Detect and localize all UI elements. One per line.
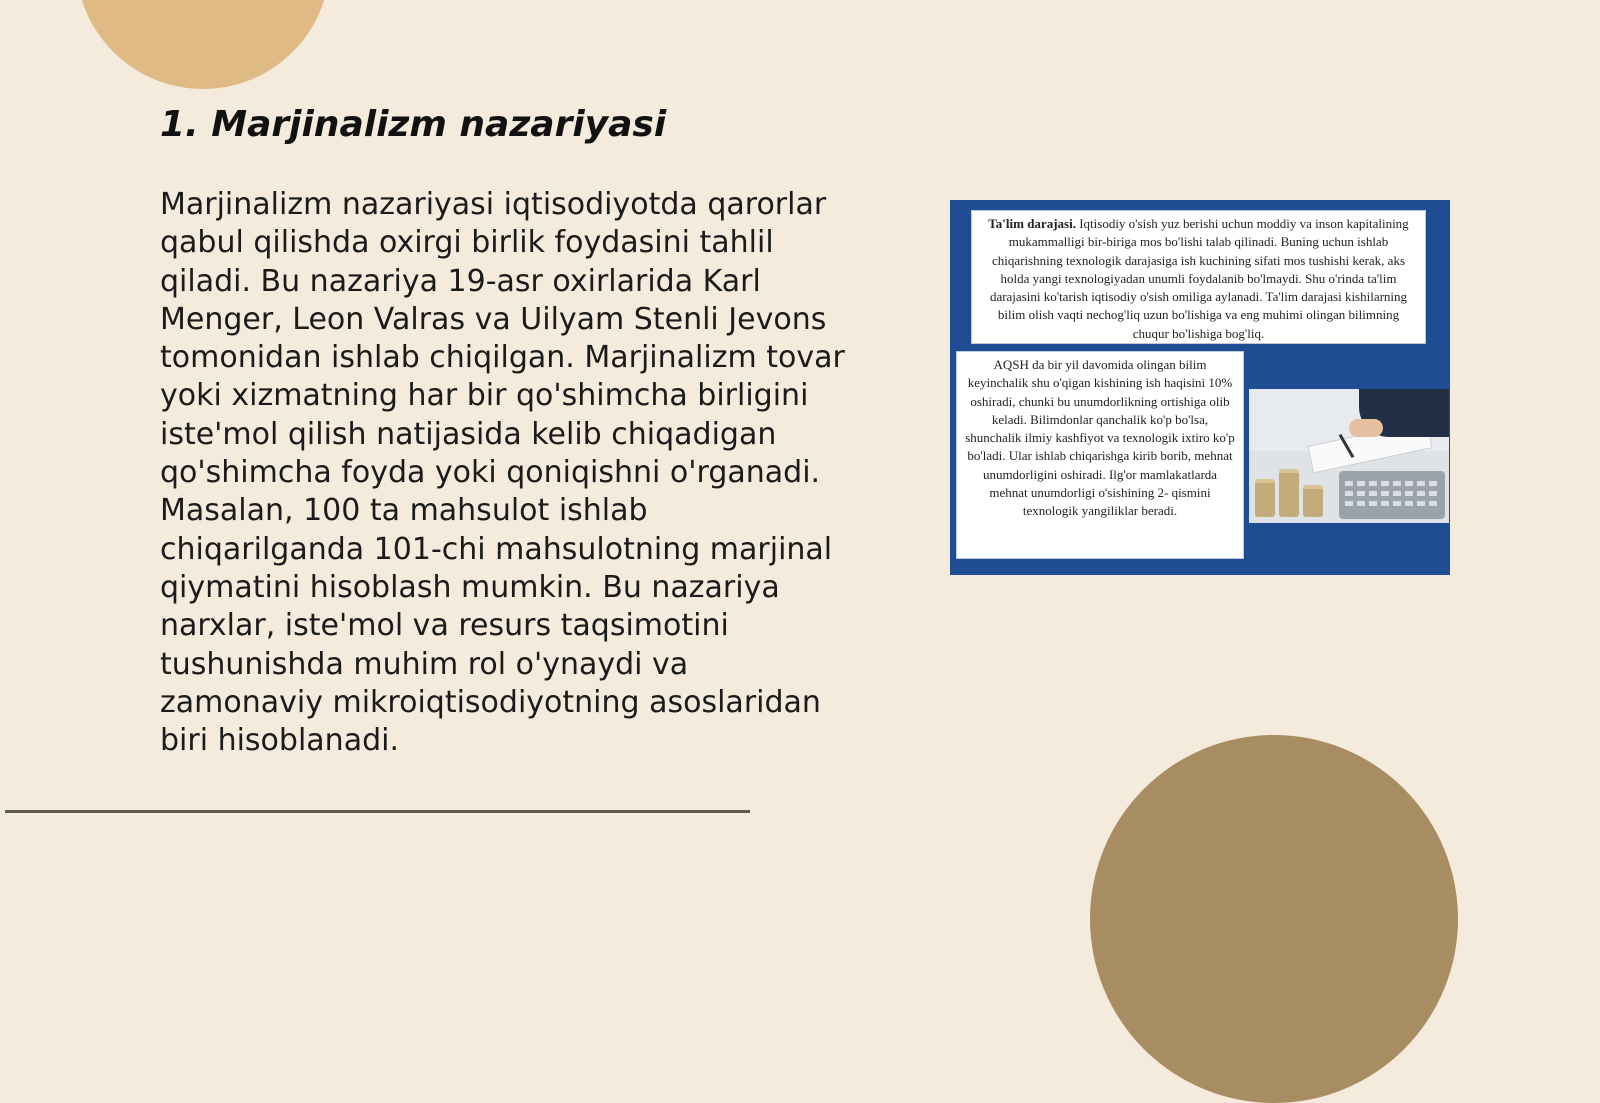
excerpt-text-box-bottom <box>956 351 1244 559</box>
excerpt-text-box-top <box>971 210 1426 344</box>
slide-body-text: Marjinalizm nazariyasi iqtisodiyotda qarorlar qabul qilishda oxirgi birlik foydasini tahlil qiladi. Bu nazariya 19-asr oxirlarida Karl Menger, Leon Valras va Uilyam Stenli Jevons tomonidan ishlab chiqilgan. Marjinalizm tovar yoki xizmatning har bir qo'shimcha birligini iste'mol qilish natijasida kelib chiqadigan qo'shimcha foyda yoki qoniqishni o'rganadi. Masalan, 100 ta mahsulot ishlab chiqarilganda 101-chi mahsulotning marjinal qiymatini hisoblash mumkin. Bu nazariya narxlar, iste'mol va resurs taqsimotini tushunishda muhim rol o'ynaydi va zamonaviy mikroiqtisodiyotning asoslaridan biri hisoblanadi. <box>160 187 845 759</box>
textbook-excerpt-image <box>950 200 1450 575</box>
desk-photo <box>1249 389 1449 523</box>
slide-title: 1. Marjinalizm nazariyasi <box>160 104 667 145</box>
excerpt-paragraph-bottom: AQSH da bir yil davomida olingan bilim keyinchalik shu o'qigan kishining ish haqisini 10% oshiradi, chunki bu unumdorlikning ortishiga olib keladi. Bilimdonlar qanchalik ko'p bo'lsa, shunchalik ilmiy kashfiyot va texnologik ixtiro ko'p bo'ladi. Ular ishlab chiqarishga kirib borib, mehnat unumdorligini oshiradi. Ilg'or mamlakatlarda mehnat unumdorligi o'sishining 2- qismini texnologik yangiliklar beradi. <box>965 357 1235 519</box>
decorative-circle-bottom <box>1090 735 1458 1103</box>
excerpt-heading: Ta'lim darajasi. <box>988 216 1076 231</box>
coin-stack <box>1303 485 1323 517</box>
writing-hand <box>1349 419 1383 437</box>
decorative-circle-top <box>76 0 330 89</box>
excerpt-paragraph-top: Iqtisodiy o'sish yuz berishi uchun moddiy va inson kapitalining mukammalligi bir-biriga mos bo'lishi talab qilinadi. Buning uchun ishlab chiqarishning texnologik darajasiga ish kuchining sifati mos tushishi kerak, aks holda yangi texnologiyadan unumli foydalanib bo'lmaydi. Shu o'rinda ta'lim darajasini ko'tarish iqtisodiy o'sish omiliga aylanadi. Ta'lim darajasi kishilarning bilim olish vaqti nechog'liq uzun bo'lishiga va eng muhimi olingan bilimning chuqur bo'lishiga bog'liq. <box>989 216 1409 341</box>
coin-stack <box>1279 469 1299 517</box>
divider-line <box>5 810 750 813</box>
calculator <box>1339 471 1445 519</box>
coin-stack <box>1255 479 1275 517</box>
